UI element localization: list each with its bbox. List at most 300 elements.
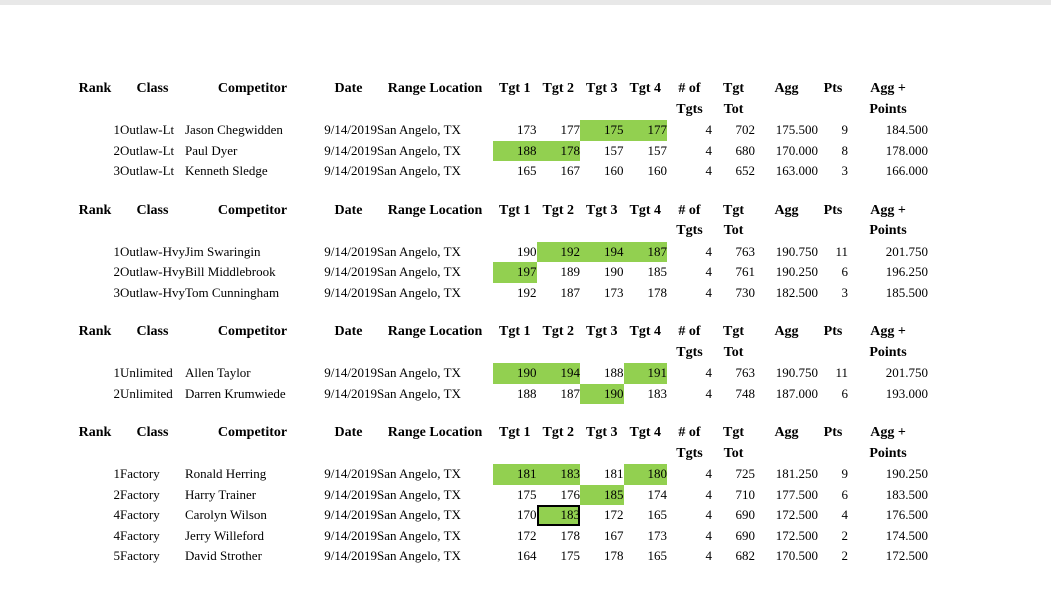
header-line1: Range Location [387, 202, 483, 218]
cell-competitor[interactable]: Bill Middlebrook [185, 264, 276, 279]
cell-class[interactable]: Unlimited [120, 385, 173, 401]
column-header-tgt-1[interactable] [493, 201, 537, 242]
cell-competitor[interactable]: Tom Cunningham [185, 284, 280, 300]
column-header-tgt-4[interactable] [624, 322, 668, 363]
header-line2 [493, 343, 537, 364]
cell-tgt-tot[interactable]: 761 [735, 264, 755, 279]
cell-range-location[interactable]: San Angelo, TX [377, 365, 461, 380]
cell-tgt-4[interactable]: 178 [647, 284, 667, 300]
cell-tgt-2[interactable]: 167 [560, 163, 580, 178]
header-line2 [624, 221, 668, 242]
cell-tgt-3[interactable]: 178 [604, 548, 624, 563]
cell-class[interactable]: Outlaw-Lt [120, 142, 175, 158]
cell-range-location[interactable]: San Angelo, TX [377, 264, 461, 279]
cell-tgt-3[interactable]: 160 [604, 163, 624, 178]
header-line1: # of [678, 324, 701, 339]
cell-date[interactable]: 9/14/2019 [324, 284, 377, 300]
cell-pts[interactable]: 4 [841, 507, 848, 522]
cell-num-tgts[interactable]: 4 [705, 466, 712, 481]
column-header-agg-points[interactable] [848, 423, 928, 464]
column-header-tgt-3[interactable] [580, 423, 624, 464]
header-line2: Tgts [676, 344, 703, 360]
header-line2 [185, 221, 320, 242]
cell-agg-points[interactable]: 176.500 [885, 507, 928, 522]
column-header-class[interactable] [120, 201, 185, 242]
cell-tgt-1[interactable]: 164 [517, 548, 537, 563]
column-header-tgt-1[interactable] [493, 79, 537, 120]
cell-competitor[interactable]: Ronald Herring [185, 466, 267, 481]
header-line1: Date [334, 202, 363, 218]
cell-tgt-2[interactable]: 183 [537, 464, 581, 485]
cell-tgt-1[interactable]: 188 [493, 141, 537, 162]
cell-date[interactable]: 9/14/2019 [324, 486, 377, 502]
cell-tgt-tot[interactable]: 730 [735, 284, 755, 300]
cell-rank[interactable]: 1 [113, 365, 120, 380]
header-line2 [755, 444, 818, 465]
cell-tgt-2[interactable]: 194 [537, 363, 581, 384]
cell-agg[interactable]: 163.000 [775, 163, 818, 178]
cell-range-location[interactable]: San Angelo, TX [377, 122, 461, 137]
cell-num-tgts[interactable]: 4 [705, 284, 712, 300]
cell-tgt-tot[interactable]: 680 [735, 142, 755, 158]
cell-tgt-4[interactable]: 165 [647, 507, 667, 522]
cell-rank[interactable]: 1 [113, 243, 120, 259]
column-header-agg-points[interactable] [848, 79, 928, 120]
cell-tgt-2[interactable]: 187 [560, 385, 580, 401]
column-header-num-tgts[interactable] [667, 201, 712, 242]
column-header-tgt-3[interactable] [580, 79, 624, 120]
cell-competitor[interactable]: Harry Trainer [185, 486, 257, 502]
cell-tgt-2[interactable]: 187 [560, 284, 580, 300]
cell-date[interactable]: 9/14/2019 [324, 365, 377, 380]
header-line2 [537, 100, 581, 121]
column-header-class[interactable] [120, 79, 185, 120]
header-line2 [580, 100, 624, 121]
cell-class[interactable]: Unlimited [120, 365, 173, 380]
cell-num-tgts[interactable]: 4 [705, 365, 712, 380]
cell-tgt-3[interactable]: 181 [604, 466, 624, 481]
column-header-rank[interactable] [70, 322, 120, 363]
column-header-agg[interactable] [755, 79, 818, 120]
cell-num-tgts[interactable]: 4 [705, 385, 712, 401]
header-line2: Points [869, 445, 907, 461]
column-header-range-location[interactable] [377, 423, 493, 464]
cell-agg[interactable]: 187.000 [775, 385, 818, 401]
cell-agg[interactable]: 170.500 [775, 548, 818, 563]
cell-tgt-4[interactable]: 177 [624, 120, 668, 141]
cell-tgt-tot[interactable]: 725 [735, 466, 755, 481]
cell-tgt-1[interactable]: 197 [493, 262, 537, 283]
cell-competitor[interactable]: Jerry Willeford [185, 527, 265, 543]
column-header-num-tgts[interactable] [667, 79, 712, 120]
cell-tgt-3[interactable]: 185 [580, 485, 624, 506]
cell-tgt-3[interactable]: 172 [604, 507, 624, 522]
cell-class[interactable]: Outlaw-Hvy [120, 243, 185, 259]
header-line2: Points [869, 344, 907, 360]
cell-class[interactable]: Outlaw-Hvy [120, 284, 185, 300]
header-line2: Tgts [676, 445, 703, 461]
column-header-tgt-4[interactable] [624, 201, 668, 242]
header-line1: Tgt 1 [499, 324, 531, 339]
cell-num-tgts[interactable]: 4 [705, 527, 712, 543]
column-header-tgt-1[interactable] [493, 423, 537, 464]
cell-date[interactable]: 9/14/2019 [324, 243, 377, 259]
cell-num-tgts[interactable]: 4 [705, 122, 712, 137]
cell-tgt-tot[interactable]: 690 [735, 527, 755, 543]
column-header-tgt-tot[interactable] [712, 201, 755, 242]
cell-agg[interactable]: 181.250 [775, 466, 818, 481]
header-line2: Tot [723, 344, 744, 360]
cell-date[interactable]: 9/14/2019 [324, 142, 377, 158]
column-header-agg-points[interactable] [848, 201, 928, 242]
cell-pts[interactable]: 11 [835, 243, 848, 259]
header-line1: Agg + [870, 425, 906, 440]
cell-rank[interactable]: 4 [113, 527, 120, 543]
cell-range-location[interactable]: San Angelo, TX [377, 163, 461, 178]
column-header-num-tgts[interactable] [667, 423, 712, 464]
cell-tgt-2[interactable]: 177 [560, 122, 580, 137]
cell-competitor[interactable]: Jim Swaringin [185, 243, 261, 259]
column-header-competitor[interactable] [185, 79, 320, 120]
cell-agg-points[interactable]: 190.250 [885, 466, 928, 481]
cell-class[interactable]: Outlaw-Hvy [120, 264, 185, 279]
column-header-agg[interactable] [755, 322, 818, 363]
column-header-class[interactable] [120, 423, 185, 464]
header-line1: Tgt 1 [499, 202, 531, 218]
column-header-range-location[interactable] [377, 322, 493, 363]
cell-tgt-1[interactable]: 175 [517, 486, 537, 502]
header-line2 [377, 343, 493, 364]
cell-rank[interactable]: 1 [113, 122, 120, 137]
cell-agg[interactable]: 170.000 [775, 142, 818, 158]
cell-pts[interactable]: 2 [841, 548, 848, 563]
header-line2 [120, 343, 185, 364]
cell-tgt-tot[interactable]: 748 [735, 385, 755, 401]
header-line2 [120, 444, 185, 465]
cell-tgt-4[interactable]: 185 [647, 264, 667, 279]
header-line2 [755, 221, 818, 242]
cell-tgt-1[interactable]: 192 [517, 284, 537, 300]
cell-agg-points[interactable]: 196.250 [885, 264, 928, 279]
cell-range-location[interactable]: San Angelo, TX [377, 507, 461, 522]
header-line1: Class [136, 202, 169, 218]
cell-agg-points[interactable]: 174.500 [885, 527, 928, 543]
header-line2 [624, 444, 668, 465]
header-line1: Rank [78, 202, 112, 218]
column-header-date[interactable] [320, 322, 377, 363]
table-row [70, 363, 928, 384]
cell-agg-points[interactable]: 201.750 [885, 243, 928, 259]
cell-tgt-2[interactable]: 178 [560, 527, 580, 543]
header-line2: Tot [723, 445, 744, 461]
cell-tgt-1[interactable]: 190 [493, 363, 537, 384]
cell-class[interactable]: Factory [120, 527, 160, 543]
cell-competitor[interactable]: Darren Krumwiede [185, 385, 286, 401]
cell-pts[interactable]: 6 [841, 486, 848, 502]
cell-agg-points[interactable]: 201.750 [885, 365, 928, 380]
cell-num-tgts[interactable]: 4 [705, 264, 712, 279]
column-header-date[interactable] [320, 423, 377, 464]
header-line2 [493, 100, 537, 121]
cell-date[interactable]: 9/14/2019 [324, 122, 377, 137]
cell-tgt-4[interactable]: 174 [647, 486, 667, 502]
cell-agg-points[interactable]: 184.500 [885, 122, 928, 137]
column-header-rank[interactable] [70, 201, 120, 242]
cell-tgt-2[interactable]: 176 [560, 486, 580, 502]
cell-date[interactable]: 9/14/2019 [324, 163, 377, 178]
cell-competitor[interactable]: Allen Taylor [185, 365, 251, 380]
cell-tgt-3[interactable]: 190 [580, 384, 624, 405]
header-row [70, 423, 928, 464]
cell-date[interactable]: 9/14/2019 [324, 264, 377, 279]
cell-agg-points[interactable]: 185.500 [885, 284, 928, 300]
header-line1: Agg + [870, 202, 906, 218]
header-line2: Tgts [676, 223, 703, 238]
cell-num-tgts[interactable]: 4 [705, 243, 712, 259]
header-line1: # of [678, 425, 701, 440]
column-header-rank[interactable] [70, 79, 120, 120]
cell-agg[interactable]: 190.250 [775, 264, 818, 279]
cell-range-location[interactable]: San Angelo, TX [377, 385, 461, 401]
column-header-tgt-2[interactable] [537, 79, 581, 120]
cell-agg-points[interactable]: 166.000 [885, 163, 928, 178]
cell-agg[interactable]: 172.500 [775, 507, 818, 522]
header-line2 [624, 100, 668, 121]
table-row [70, 242, 928, 263]
cell-tgt-tot[interactable]: 702 [735, 122, 755, 137]
column-header-pts[interactable] [818, 423, 848, 464]
column-header-rank[interactable] [70, 423, 120, 464]
cell-competitor[interactable]: David Strother [185, 548, 262, 563]
cell-rank[interactable]: 4 [113, 507, 120, 522]
header-line1: Range Location [387, 324, 483, 339]
cell-num-tgts[interactable]: 4 [705, 142, 712, 158]
cell-agg-points[interactable]: 193.000 [885, 385, 928, 401]
cell-agg[interactable]: 177.500 [775, 486, 818, 502]
cell-rank[interactable]: 2 [113, 486, 120, 502]
cell-range-location[interactable]: San Angelo, TX [377, 527, 461, 543]
header-line2 [320, 221, 377, 242]
cell-tgt-3[interactable]: 190 [604, 264, 624, 279]
cell-rank[interactable]: 5 [113, 548, 120, 563]
cell-tgt-4[interactable]: 183 [647, 385, 667, 401]
cell-tgt-3[interactable]: 167 [604, 527, 624, 543]
header-line1: Tgt 3 [586, 425, 618, 440]
column-header-tgt-tot[interactable] [712, 423, 755, 464]
cell-tgt-2[interactable]: 178 [537, 141, 581, 162]
cell-agg[interactable]: 182.500 [775, 284, 818, 300]
cell-tgt-2[interactable]: 175 [560, 548, 580, 563]
column-header-pts[interactable] [818, 79, 848, 120]
column-header-tgt-2[interactable] [537, 201, 581, 242]
table-row [70, 464, 928, 485]
column-header-tgt-tot[interactable] [712, 79, 755, 120]
header-line1: Rank [78, 81, 112, 96]
header-line1: Tgt [723, 81, 744, 96]
table-row [70, 141, 928, 162]
cell-pts[interactable]: 9 [841, 466, 848, 481]
cell-agg-points[interactable]: 172.500 [885, 548, 928, 563]
cell-num-tgts[interactable]: 4 [705, 486, 712, 502]
cell-rank[interactable]: 2 [113, 264, 120, 279]
cell-tgt-3[interactable]: 173 [604, 284, 624, 300]
cell-rank[interactable]: 3 [113, 163, 120, 178]
column-header-pts[interactable] [818, 201, 848, 242]
cell-pts[interactable]: 11 [835, 365, 848, 380]
cell-tgt-4[interactable]: 160 [647, 163, 667, 178]
cell-tgt-1[interactable]: 172 [517, 527, 537, 543]
cell-competitor[interactable]: Kenneth Sledge [185, 163, 268, 178]
header-line1: Tgt 3 [586, 81, 618, 96]
cell-tgt-4[interactable]: 173 [647, 527, 667, 543]
table-row [70, 120, 928, 141]
column-header-pts[interactable] [818, 322, 848, 363]
cell-agg-points[interactable]: 178.000 [885, 142, 928, 158]
cell-range-location[interactable]: San Angelo, TX [377, 284, 461, 300]
cell-tgt-4[interactable]: 157 [647, 142, 667, 158]
cell-tgt-2[interactable]: 192 [537, 242, 581, 263]
cell-tgt-3[interactable]: 188 [604, 365, 624, 380]
cell-competitor[interactable]: Carolyn Wilson [185, 507, 267, 522]
selected-cell[interactable]: 183 [537, 505, 581, 526]
cell-tgt-4[interactable]: 165 [647, 548, 667, 563]
header-line2 [70, 444, 120, 465]
cell-class[interactable]: Factory [120, 466, 160, 481]
header-line1: Agg [774, 81, 799, 96]
cell-date[interactable]: 9/14/2019 [324, 385, 377, 401]
column-header-tgt-4[interactable] [624, 79, 668, 120]
cell-agg[interactable]: 175.500 [775, 122, 818, 137]
cell-date[interactable]: 9/14/2019 [324, 527, 377, 543]
header-line2 [493, 221, 537, 242]
cell-tgt-1[interactable]: 173 [517, 122, 537, 137]
cell-pts[interactable]: 8 [841, 142, 848, 158]
column-header-tgt-1[interactable] [493, 322, 537, 363]
cell-tgt-1[interactable]: 190 [517, 243, 537, 259]
column-header-agg[interactable] [755, 423, 818, 464]
cell-tgt-1[interactable]: 165 [517, 163, 537, 178]
column-header-num-tgts[interactable] [667, 322, 712, 363]
cell-range-location[interactable]: San Angelo, TX [377, 466, 461, 481]
cell-competitor[interactable]: Jason Chegwidden [185, 122, 283, 137]
cell-agg[interactable]: 172.500 [775, 527, 818, 543]
table-row [70, 161, 928, 182]
cell-tgt-tot[interactable]: 710 [735, 486, 755, 502]
column-header-tgt-4[interactable] [624, 423, 668, 464]
cell-tgt-3[interactable]: 194 [580, 242, 624, 263]
cell-class[interactable]: Outlaw-Lt [120, 163, 175, 178]
cell-tgt-3[interactable]: 175 [580, 120, 624, 141]
cell-range-location[interactable]: San Angelo, TX [377, 243, 461, 259]
cell-pts[interactable]: 6 [841, 264, 848, 279]
cell-tgt-3[interactable]: 157 [604, 142, 624, 158]
header-line1: Competitor [217, 202, 288, 218]
header-line1: Tgt 4 [629, 425, 661, 440]
header-line1: Class [136, 425, 169, 440]
header-line1: # of [678, 81, 701, 96]
cell-date[interactable]: 9/14/2019 [324, 507, 377, 522]
cell-competitor[interactable]: Paul Dyer [185, 142, 238, 158]
header-line1: Tgt 1 [499, 81, 531, 96]
cell-class[interactable]: Factory [120, 486, 160, 502]
cell-class[interactable]: Factory [120, 548, 160, 563]
cell-tgt-2[interactable]: 189 [560, 264, 580, 279]
header-line1: Class [136, 324, 169, 339]
header-line2 [377, 100, 493, 121]
column-header-competitor[interactable] [185, 201, 320, 242]
header-line1: Competitor [217, 81, 288, 96]
cell-pts[interactable]: 3 [841, 284, 848, 300]
cell-rank[interactable]: 3 [113, 284, 120, 300]
column-header-date[interactable] [320, 201, 377, 242]
column-header-range-location[interactable] [377, 201, 493, 242]
cell-agg-points[interactable]: 183.500 [885, 486, 928, 502]
column-header-agg-points[interactable] [848, 322, 928, 363]
cell-tgt-tot[interactable]: 763 [735, 243, 755, 259]
cell-tgt-tot[interactable]: 763 [735, 365, 755, 380]
cell-pts[interactable]: 2 [841, 527, 848, 543]
cell-date[interactable]: 9/14/2019 [324, 466, 377, 481]
cell-rank[interactable]: 2 [113, 385, 120, 401]
column-header-class[interactable] [120, 322, 185, 363]
header-line1: Tgt 3 [586, 324, 618, 339]
column-header-competitor[interactable] [185, 322, 320, 363]
header-line1: Agg [774, 202, 799, 218]
column-header-tgt-2[interactable] [537, 322, 581, 363]
cell-date[interactable]: 9/14/2019 [324, 548, 377, 563]
column-header-competitor[interactable] [185, 423, 320, 464]
cell-tgt-4[interactable]: 187 [624, 242, 668, 263]
cell-rank[interactable]: 1 [113, 466, 120, 481]
header-line2 [818, 100, 848, 121]
cell-class[interactable]: Factory [120, 507, 160, 522]
header-line1: Agg [774, 425, 799, 440]
header-line2 [185, 100, 320, 121]
cell-range-location[interactable]: San Angelo, TX [377, 486, 461, 502]
cell-agg[interactable]: 190.750 [775, 243, 818, 259]
cell-tgt-1[interactable]: 170 [517, 507, 537, 522]
cell-num-tgts[interactable]: 4 [705, 163, 712, 178]
cell-tgt-tot[interactable]: 652 [735, 163, 755, 178]
cell-tgt-1[interactable]: 181 [493, 464, 537, 485]
cell-range-location[interactable]: San Angelo, TX [377, 548, 461, 563]
cell-tgt-1[interactable]: 188 [517, 385, 537, 401]
cell-tgt-tot[interactable]: 690 [735, 507, 755, 522]
column-header-tgt-3[interactable] [580, 322, 624, 363]
cell-agg[interactable]: 190.750 [775, 365, 818, 380]
cell-tgt-tot[interactable]: 682 [735, 548, 755, 563]
cell-tgt-4[interactable]: 180 [624, 464, 668, 485]
column-header-agg[interactable] [755, 201, 818, 242]
cell-num-tgts[interactable]: 4 [705, 507, 712, 522]
column-header-date[interactable] [320, 79, 377, 120]
header-line2: Points [869, 223, 907, 238]
cell-num-tgts[interactable]: 4 [705, 548, 712, 563]
results-table-unlimited [70, 322, 928, 404]
header-line2 [755, 343, 818, 364]
cell-pts[interactable]: 9 [841, 122, 848, 137]
cell-rank[interactable]: 2 [113, 142, 120, 158]
cell-pts[interactable]: 6 [841, 385, 848, 401]
column-header-tgt-2[interactable] [537, 423, 581, 464]
cell-range-location[interactable]: San Angelo, TX [377, 142, 461, 158]
column-header-tgt-tot[interactable] [712, 322, 755, 363]
column-header-range-location[interactable] [377, 79, 493, 120]
cell-tgt-4[interactable]: 191 [624, 363, 668, 384]
cell-class[interactable]: Outlaw-Lt [120, 122, 175, 137]
cell-pts[interactable]: 3 [841, 163, 848, 178]
column-header-tgt-3[interactable] [580, 201, 624, 242]
